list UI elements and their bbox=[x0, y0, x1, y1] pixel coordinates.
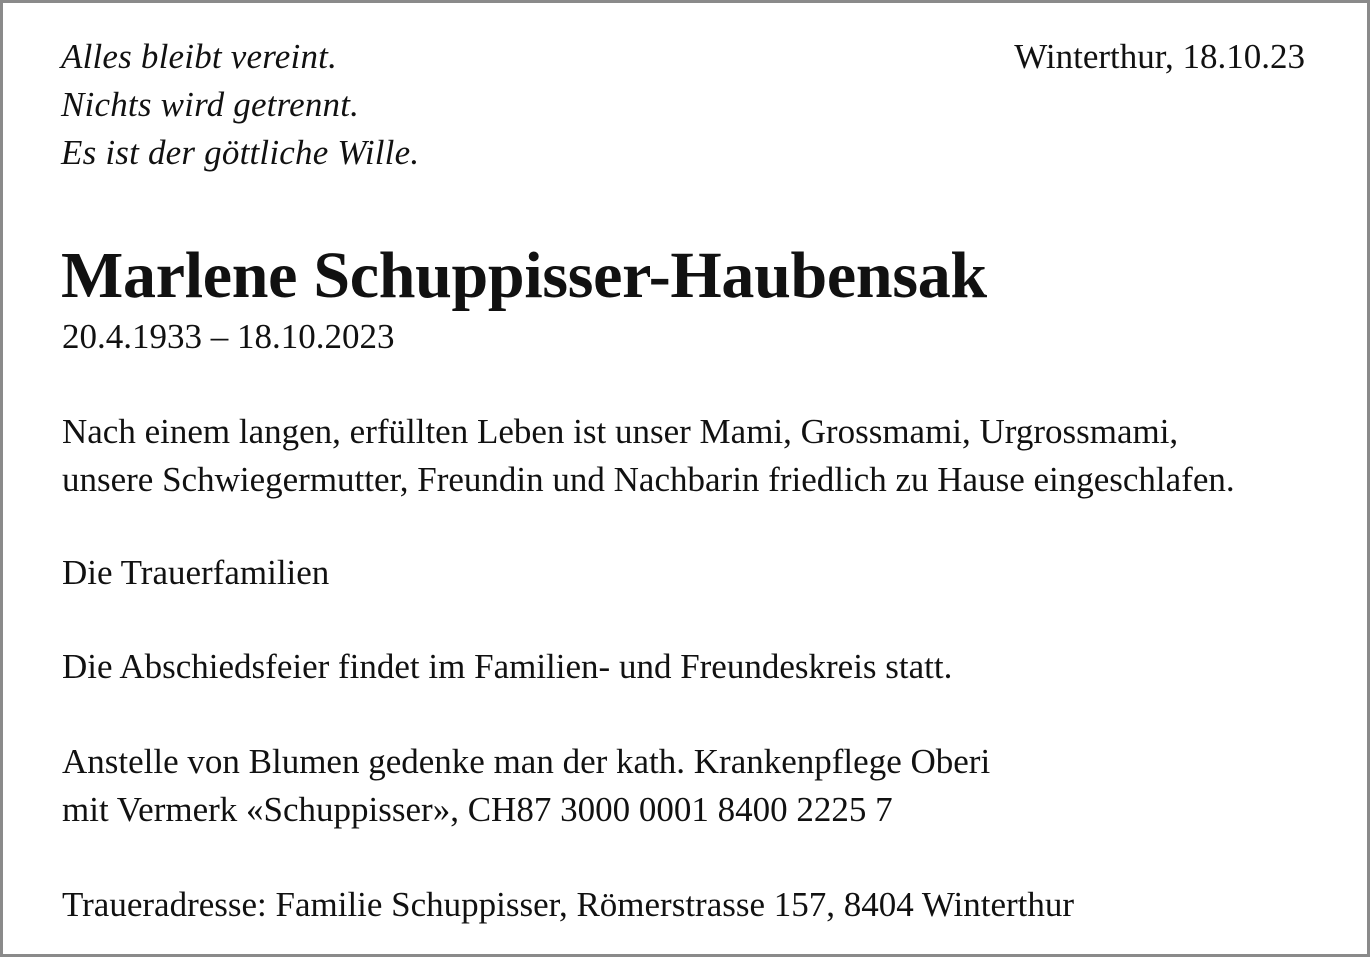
life-dates: 20.4.1933 – 18.10.2023 bbox=[62, 317, 395, 356]
poem-line-3: Es ist der göttliche Wille. bbox=[61, 133, 420, 172]
ceremony-note: Die Abschiedsfeier findet im Familien- und Freundeskreis statt. bbox=[62, 647, 953, 686]
announcement-paragraph bbox=[62, 408, 1235, 504]
signature-line: Die Trauerfamilien bbox=[62, 553, 330, 592]
donation-line-1: Anstelle von Blumen gedenke man der kath. Krankenpflege Oberi bbox=[62, 742, 991, 781]
donation-paragraph bbox=[62, 738, 990, 834]
poem-line-2: Nichts wird getrennt. bbox=[61, 85, 360, 124]
deceased-name: Marlene Schuppisser-Haubensak bbox=[61, 239, 987, 312]
donation-line-2: mit Vermerk «Schuppisser», CH87 3000 0001 8400 2225 7 bbox=[62, 790, 893, 829]
mourning-address: Traueradresse: Familie Schuppisser, Römerstrasse 157, 8404 Winterthur bbox=[62, 885, 1075, 924]
poem-verse bbox=[61, 33, 419, 177]
announcement-line-1: Nach einem langen, erfüllten Leben ist unser Mami, Grossmami, Urgrossmami, bbox=[62, 412, 1179, 451]
announcement-line-2: unsere Schwiegermutter, Freundin und Nachbarin friedlich zu Hause eingeschlafen. bbox=[62, 460, 1235, 499]
poem-line-1: Alles bleibt vereint. bbox=[61, 37, 338, 76]
place-and-date: Winterthur, 18.10.23 bbox=[1014, 37, 1305, 76]
